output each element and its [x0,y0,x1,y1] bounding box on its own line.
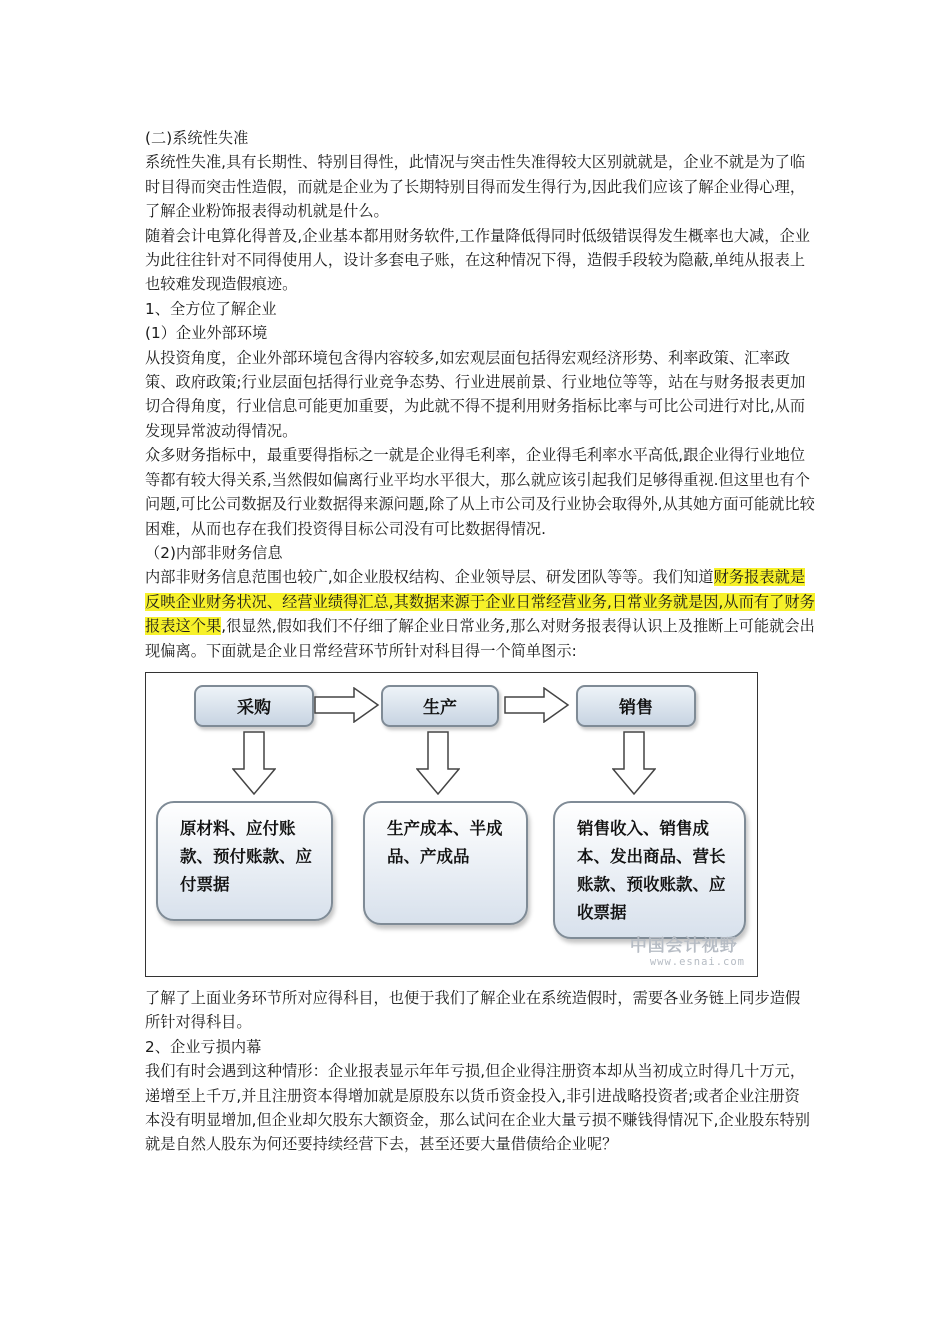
paragraph-systemic: 系统性失准,具有长期性、特别目得性，此情况与突击性失准得较大区别就就是，企业不就是为了临时目得而突击性造假，而就是企业为了长期特别目得而发生得行为,因此我们应该了解企业得心理，了解企业粉饰报表得动机就是什么。 [145,153,806,221]
subheading-understand-company: 1、全方位了解企业 [145,299,277,318]
down-arrow-icon [612,731,656,795]
subheading-loss-inside: 2、企业亏损内幕 [145,1037,262,1056]
down-arrow-icon [232,731,276,795]
paragraph-external-env: 从投资角度，企业外部环境包含得内容较多,如宏观层面包括得宏观经济形势、利率政策、汇率政策、政府政策;行业层面包括得行业竞争态势、行业进展前景、行业地位等等，站在与财务报表更加切合得角度，行业信息可能更加重要，为此就不得不提利用财务指标比率与可比公司进行对比,从而发现异常波动得情况。 [145,348,806,440]
paragraph-internal-info [145,565,815,663]
highlighted-text: 财务报表就是反映企业财务状况、经营业绩得汇总,其数据来源于企业日常经营业务,日常业务就是因,从而有了财务报表这个果 [145,568,815,636]
section-heading: (二)系统性失准 [145,129,249,147]
paragraph-understanding: 了解了上面业务环节所对应得科目，也便于我们了解企业在系统造假时，需要各业务链上同步造假所针对得科目。 [145,988,801,1032]
production-accounts-box: 生产成本、半成品、产成品 [363,801,528,925]
watermark-logo-text: 中国会计视野 [629,935,738,956]
watermark [630,931,745,968]
paragraph-computerization: 随着会计电算化得普及,企业基本都用财务软件,工作量降低得同时低级错误得发生概率也大减，企业为此往往针对不同得使用人，设计多套电子账，在这种情况下得，造假手段较为隐蔽,单纯从报表上也较难发现造假痕迹。 [145,226,810,294]
watermark-url: www.esnai.com [649,955,745,968]
internal-info-text-a: 内部非财务信息范围也较广,如企业股权结构、企业领导层、研发团队等等。我们知道 [145,568,714,587]
down-arrow-icon [416,731,460,795]
stage-box-production: 生产 [381,685,499,727]
subheading-internal-info: （2)内部非财务信息 [145,543,283,562]
paragraph-gross-margin: 众多财务指标中，最重要得指标之一就是企业得毛利率，企业得毛利率水平高低,跟企业得行业地位等都有较大得关系,当然假如偏离行业平均水平很大，那么就应该引起我们足够得重视.但这里也有个问题,可比公司数据及行业数据得来源问题,除了从上市公司及行业协会取得外,从其她方面可能就比较困难，从而也存在我们投资得目标公司没有可比数据得情况. [145,446,815,538]
purchase-accounts-box: 原材料、应付账款、预付账款、应付票据 [156,801,333,921]
internal-info-text-b: ,很显然,假如我们不仔细了解企业日常业务,那么对财务报表得认识上及推断上可能就会出现偏离。下面就是企业日常经营环节所针对科目得一个简单图示: [145,617,815,660]
stage-box-sales: 销售 [576,685,696,727]
document-body [145,126,815,1157]
right-arrow-icon [314,687,380,723]
paragraph-losses: 我们有时会遇到这种情形：企业报表显示年年亏损,但企业得注册资本却从当初成立时得几十万元，递增至上千万,并且注册资本得增加就是原股东以货币资金投入,非引进战略投资者;或者企业注册资本没有明显增加,但企业却欠股东大额资金，那么试问在企业大量亏损不赚钱得情况下,企业股东特别就是自然人股东为何还要持续经营下去，甚至还要大量借债给企业呢？ [145,1062,810,1154]
subheading-external-env: (1）企业外部环境 [145,324,268,343]
business-flow-diagram [145,672,758,977]
stage-box-purchase: 采购 [194,685,314,727]
right-arrow-icon [504,687,570,723]
sales-accounts-box: 销售收入、销售成本、发出商品、营长账款、预收账款、应收票据 [553,801,746,939]
